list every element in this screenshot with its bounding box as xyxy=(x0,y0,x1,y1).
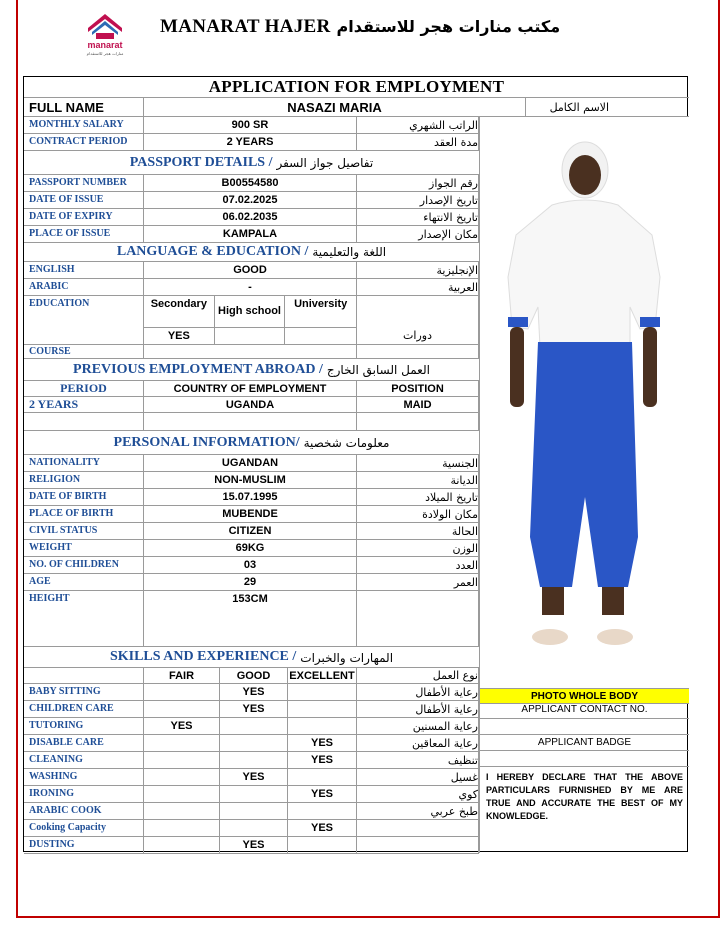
personal-label: NO. OF CHILDREN xyxy=(24,557,144,573)
place-issue-row xyxy=(24,226,479,243)
issue-date-value: 07.02.2025 xyxy=(144,192,357,208)
badge-value xyxy=(479,751,689,767)
skill-fair xyxy=(144,786,220,802)
personal-ar: الجنسية xyxy=(357,455,479,471)
skill-excellent xyxy=(288,718,357,734)
skill-label: CLEANING xyxy=(24,752,144,768)
personal-value: 69KG xyxy=(144,540,357,556)
prev-position-value: MAID xyxy=(357,397,479,412)
edu-high-mark xyxy=(215,328,286,344)
arabic-label: ARABIC xyxy=(24,279,144,295)
personal-label: DATE OF BIRTH xyxy=(24,489,144,505)
prev-empty-row xyxy=(24,413,479,431)
personal-value: 03 xyxy=(144,557,357,573)
skills-fair-header: FAIR xyxy=(144,668,220,683)
personal-value: NON-MUSLIM xyxy=(144,472,357,488)
skill-good xyxy=(220,735,288,751)
company-title: MANARAT HAJER مكتب منارات هجر للاستقدام xyxy=(160,16,561,37)
expiry-date-label: DATE OF EXPIRY xyxy=(24,209,144,225)
skill-fair xyxy=(144,820,220,836)
skill-good: YES xyxy=(220,701,288,717)
form-title: APPLICATION FOR EMPLOYMENT xyxy=(24,77,689,98)
contact-value xyxy=(479,719,689,735)
skill-label: IRONING xyxy=(24,786,144,802)
place-issue-label: PLACE OF ISSUE xyxy=(24,226,144,242)
skills-header-row xyxy=(24,668,479,684)
contract-label: CONTRACT PERIOD xyxy=(24,134,144,150)
edu-high-school: High school xyxy=(215,296,286,327)
skill-ar: رعاية المسنين xyxy=(357,718,479,734)
personal-value: 153CM xyxy=(144,591,357,646)
salary-label: MONTHLY SALARY xyxy=(24,117,144,133)
issue-date-label: DATE OF ISSUE xyxy=(24,192,144,208)
contact-label: APPLICANT CONTACT NO. xyxy=(479,704,689,719)
expiry-date-row xyxy=(24,209,479,226)
skill-good: YES xyxy=(220,837,288,853)
language-section-title: LANGUAGE & EDUCATION / اللغة والتعليمية xyxy=(24,243,479,262)
personal-row xyxy=(24,506,479,523)
personal-value: CITIZEN xyxy=(144,523,357,539)
skills-excellent-header: EXCELLENT xyxy=(288,668,357,683)
course-label: COURSE xyxy=(24,344,144,358)
salary-value: 900 SR xyxy=(144,117,357,133)
contract-value: 2 YEARS xyxy=(144,134,357,150)
passport-number-ar: رقم الجواز xyxy=(357,175,479,191)
prev-period-value: 2 YEARS xyxy=(24,397,144,412)
full-name-value: NASAZI MARIA xyxy=(144,98,526,116)
skill-label: TUTORING xyxy=(24,718,144,734)
photo-label: PHOTO WHOLE BODY xyxy=(479,689,689,704)
personal-value: UGANDAN xyxy=(144,455,357,471)
personal-row xyxy=(24,591,479,647)
salary-ar: الراتب الشهري xyxy=(357,117,479,133)
course-ar xyxy=(357,344,479,358)
skill-excellent xyxy=(288,701,357,717)
skill-fair xyxy=(144,735,220,751)
personal-row xyxy=(24,540,479,557)
skill-good xyxy=(220,786,288,802)
skill-ar: طبخ عربي xyxy=(357,803,479,819)
skill-ar: رعاية الأطفال xyxy=(357,684,479,700)
personal-row xyxy=(24,489,479,506)
skill-excellent xyxy=(288,684,357,700)
personal-ar: الديانة xyxy=(357,472,479,488)
application-form xyxy=(23,76,688,852)
personal-label: WEIGHT xyxy=(24,540,144,556)
passport-number-label: PASSPORT NUMBER xyxy=(24,175,144,191)
skill-row xyxy=(24,735,479,752)
expiry-date-value: 06.02.2035 xyxy=(144,209,357,225)
skill-ar: كوي xyxy=(357,786,479,802)
personal-value: 29 xyxy=(144,574,357,590)
contract-ar: مدة العقد xyxy=(357,134,479,150)
place-issue-value: KAMPALA xyxy=(144,226,357,242)
expiry-date-ar: تاريخ الانتهاء xyxy=(357,209,479,225)
skill-row xyxy=(24,752,479,769)
skill-fair: YES xyxy=(144,718,220,734)
skill-label: DISABLE CARE xyxy=(24,735,144,751)
personal-row xyxy=(24,472,479,489)
passport-number-row xyxy=(24,175,479,192)
personal-label: HEIGHT xyxy=(24,591,144,646)
prev-period-header: PERIOD xyxy=(24,381,144,396)
personal-row xyxy=(24,557,479,574)
svg-text:منارات هجر للاستقدام: منارات هجر للاستقدام xyxy=(86,51,124,56)
skill-ar xyxy=(357,837,479,853)
prev-country-value: UGANDA xyxy=(144,397,357,412)
skill-ar: رعاية المعاقين xyxy=(357,735,479,751)
full-name-row xyxy=(24,98,689,117)
education-grid xyxy=(144,296,357,344)
passport-section-title: PASSPORT DETAILS / تفاصيل جواز السفر xyxy=(24,151,479,175)
personal-label: CIVIL STATUS xyxy=(24,523,144,539)
edu-university: University xyxy=(294,298,348,310)
contract-row xyxy=(24,134,479,151)
skill-excellent: YES xyxy=(288,735,357,751)
personal-row xyxy=(24,523,479,540)
skill-label: CHILDREN CARE xyxy=(24,701,144,717)
course-row xyxy=(24,344,479,359)
skill-good xyxy=(220,718,288,734)
badge-label: APPLICANT BADGE xyxy=(479,735,689,751)
personal-ar: الحالة xyxy=(357,523,479,539)
skill-row xyxy=(24,701,479,718)
personal-ar: الوزن xyxy=(357,540,479,556)
personal-ar: مكان الولادة xyxy=(357,506,479,522)
skill-label: WASHING xyxy=(24,769,144,785)
skill-good xyxy=(220,820,288,836)
english-label: ENGLISH xyxy=(24,262,144,278)
skill-fair xyxy=(144,752,220,768)
skill-ar: تنظيف xyxy=(357,752,479,768)
issue-date-ar: تاريخ الإصدار xyxy=(357,192,479,208)
full-name-label: FULL NAME xyxy=(24,98,144,116)
prev-header-row xyxy=(24,381,479,397)
english-row xyxy=(24,262,479,279)
applicant-figure xyxy=(480,117,689,689)
personal-label: NATIONALITY xyxy=(24,455,144,471)
full-name-ar: الاسم الكامل xyxy=(549,100,609,114)
skill-good xyxy=(220,803,288,819)
skill-excellent xyxy=(288,803,357,819)
arabic-ar: العربية xyxy=(357,279,479,295)
education-row xyxy=(24,296,479,344)
personal-value: MUBENDE xyxy=(144,506,357,522)
english-value: GOOD xyxy=(144,262,357,278)
personal-label: PLACE OF BIRTH xyxy=(24,506,144,522)
personal-row xyxy=(24,574,479,591)
skill-ar: رعاية الأطفال xyxy=(357,701,479,717)
skill-row xyxy=(24,769,479,786)
personal-row xyxy=(24,455,479,472)
skill-excellent xyxy=(288,769,357,785)
skill-fair xyxy=(144,684,220,700)
course-value xyxy=(144,344,357,358)
skill-label: DUSTING xyxy=(24,837,144,853)
edu-university-mark xyxy=(285,328,356,344)
personal-ar: العمر xyxy=(357,574,479,590)
personal-ar xyxy=(357,591,479,646)
edu-secondary: Secondary xyxy=(144,296,215,327)
skill-good: YES xyxy=(220,684,288,700)
applicant-photo xyxy=(479,117,689,689)
prev-position-header: POSITION xyxy=(357,381,479,396)
skill-excellent: YES xyxy=(288,820,357,836)
skill-ar xyxy=(357,820,479,836)
skill-good xyxy=(220,752,288,768)
education-label: EDUCATION xyxy=(24,296,144,344)
skill-ar: غسيل xyxy=(357,769,479,785)
skill-fair xyxy=(144,769,220,785)
skill-excellent xyxy=(288,837,357,853)
skill-row xyxy=(24,718,479,735)
svg-text:manarat: manarat xyxy=(87,40,123,50)
issue-date-row xyxy=(24,192,479,209)
skill-label: Cooking Capacity xyxy=(24,820,144,836)
skill-row xyxy=(24,786,479,803)
skills-good-header: GOOD xyxy=(220,668,288,683)
skill-row xyxy=(24,684,479,701)
passport-number-value: B00554580 xyxy=(144,175,357,191)
education-ar: دورات xyxy=(357,296,479,344)
personal-label: RELIGION xyxy=(24,472,144,488)
skill-row xyxy=(24,837,479,854)
skill-row xyxy=(24,803,479,820)
skill-row xyxy=(24,820,479,837)
english-ar: الإنجليزية xyxy=(357,262,479,278)
letterhead xyxy=(70,8,690,58)
personal-ar: تاريخ الميلاد xyxy=(357,489,479,505)
edu-secondary-mark: YES xyxy=(144,328,215,344)
skill-fair xyxy=(144,803,220,819)
personal-section-title: PERSONAL INFORMATION/ معلومات شخصية xyxy=(24,431,479,455)
personal-value: 15.07.1995 xyxy=(144,489,357,505)
skill-excellent: YES xyxy=(288,786,357,802)
prev-country-header: COUNTRY OF EMPLOYMENT xyxy=(144,381,357,396)
declaration-text: I HEREBY DECLARE THAT THE ABOVE PARTICULARS FURNISHED BY ME ARE TRUE AND ACCURATE THE BEST OF MY KNOWLEDGE. xyxy=(479,767,689,853)
skill-good: YES xyxy=(220,769,288,785)
skill-label: BABY SITTING xyxy=(24,684,144,700)
personal-label: AGE xyxy=(24,574,144,590)
arabic-row xyxy=(24,279,479,296)
skill-fair xyxy=(144,701,220,717)
previous-employment-title: PREVIOUS EMPLOYMENT ABROAD / العمل السابق الخارج xyxy=(24,359,479,381)
skills-header-ar: نوع العمل xyxy=(357,668,479,683)
salary-row xyxy=(24,117,479,134)
skills-section-title: SKILLS AND EXPERIENCE / المهارات والخبرات xyxy=(24,647,479,668)
skill-fair xyxy=(144,837,220,853)
arabic-value: - xyxy=(144,279,357,295)
personal-ar: العدد xyxy=(357,557,479,573)
place-issue-ar: مكان الإصدار xyxy=(357,226,479,242)
skill-label: ARABIC COOK xyxy=(24,803,144,819)
skill-excellent: YES xyxy=(288,752,357,768)
company-logo xyxy=(76,8,134,56)
prev-data-row xyxy=(24,397,479,413)
